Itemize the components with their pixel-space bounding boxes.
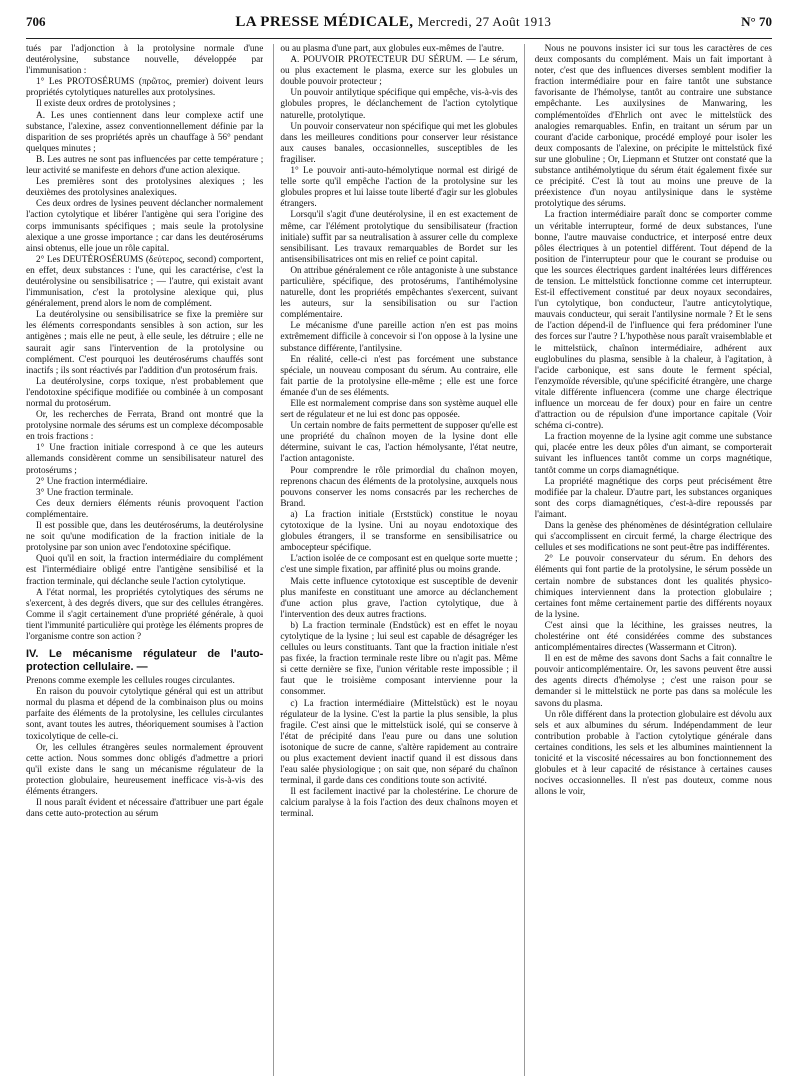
paragraph: C'est ainsi que la lécithine, les graisses neutres, la cholestérine ont été considérées comme des substances anticomplémentaires directes (Wassermann et Citron). <box>534 620 772 654</box>
page-header <box>26 14 772 39</box>
column-2 <box>273 44 524 1076</box>
paragraph: Prenons comme exemple les cellules rouges circulantes. <box>26 676 235 687</box>
paragraph: Il en est de même des savons dont Sachs a fait connaître le pouvoir anticomplémentaire. Or, les savons peuvent être aussi des agents directs d'hémolyse ; c'est une raison pour se demander si le mittelstück ne porte pas dans sa molécule les savons du plasma. <box>534 654 772 709</box>
paragraph: ou au plasma d'une part, aux globules eux-mêmes de l'autre. <box>280 44 504 54</box>
paragraph: On attribue généralement ce rôle antagoniste à une substance particulière, spécifique, des protosérums, l'antihémolysine naturelle, dont les propriétés empêchantes s'exercent, suivant les auteurs, sur la sensibilisation ou sur l'action complémentaire. <box>280 265 518 321</box>
paragraph: Or, les recherches de Ferrata, Brand ont montré que la protolysine normale des sérums est un complexe décomposable en trois fractions : <box>26 410 264 443</box>
paragraph: Quoi qu'il en soit, la fraction intermédiaire du complément est l'intermédiaire obligé entre l'antigène sensibilisé et la fraction terminale, qui déclanche seule l'action cytolytique. <box>26 554 264 587</box>
paragraph: Or, les cellules étrangères seules normalement éprouvent cette action. Nous sommes donc obligés d'admettre a priori qu'il existe dans le sang un mécanisme régulateur de la protection globulaire, heureusement inefficace vis-à-vis des éléments étrangers. <box>26 742 264 797</box>
columns <box>26 44 772 1076</box>
paragraph: Ces deux derniers éléments réunis provoquent l'action complémentaire. <box>26 498 264 520</box>
paragraph: Un rôle différent dans la protection globulaire est dévolu aux sels et aux albumines du sérum. Indépendamment de leur contribution probable à l'action cytolytique générale dans certaines conditions, les sels et les albumines maintiennent la tonicité et la viscosité nécessaires au bon fonctionnement des globules et à leur capacité de résistance à certaines causes nocives occasionnelles. Il n'est pas douteux, comme nous allons le voir, <box>534 709 772 798</box>
paragraph: En réalité, celle-ci n'est pas forcément une substance spéciale, un nouveau composant du sérum. Au contraire, elle fait partie de la protolysine elle-même ; elle est une force émanée d'un de ses éléments. <box>280 354 518 398</box>
journal-title <box>235 14 551 31</box>
paragraph: A l'état normal, les propriétés cytolytiques des sérums ne s'exercent, à des degrés divers, que sur des cellules étrangères. Comme il s'agit certainement d'une propriété générale, à quoi tient l'immunité particulière qui protège les éléments propres de l'organisme contre son action ? <box>26 587 264 642</box>
paragraph: Dans la genèse des phénomènes de désintégration cellulaire qui s'accomplissent en circuit fermé, la charge électrique des cellules et ses modifications ne sont peut-être pas indifférentes. <box>534 521 772 554</box>
paragraph: La propriété magnétique des corps peut précisément être modifiée par la chaleur. D'autre part, les substances organiques sont des corps diamagnétiques, c'est-à-dire repoussés par l'aimant. <box>534 476 772 520</box>
paragraph: Nous ne pouvons insister ici sur tous les caractères de ces deux composants du complément. Mais un fait important à noter, c'est que des influences diverses semblent modifier la fraction intermédiaire pour en faire tantôt une substance favorisante de l'hémolyse, tantôt au contraire une substance empêchante. Les auxilysines de Manwaring, les complémentoïdes d'Ehrlich ont avec le mittelstück des analogies remarquables. Enfin, en traitant un sérum par un courant d'acide carbonique, procédé employé pour isoler les deux composants de l'alexine, on précipite le mittelstück fixé sur une globuline ; Or, Liepmann et Stutzer ont constaté que la substance antihémolytique du sérum était également fixée sur ce précipité. C'est là tout au moins une preuve de la préexistence d'un noyau antilysinique dans le système protolytique des sérums. <box>534 44 772 210</box>
paragraph: La fraction moyenne de la lysine agit comme une substance qui, placée entre les deux pôles d'un aimant, se comporterait suivant les influences tantôt comme un corps magnétique, tantôt comme un corps diamagnétique. <box>534 432 772 476</box>
paragraph: 1° Le pouvoir anti-auto-hémolytique normal est dirigé de telle sorte qu'il empêche l'action de la protolysine sur les globules propres et lui laisse toute liberté d'agir sur les globules étrangers. <box>280 166 518 210</box>
page-number: 706 <box>26 14 46 29</box>
paragraph: Un pouvoir antilytique spécifique qui empêche, vis-à-vis des globules propres, le déclanchement de l'action cytolytique naturelle, protolytique. <box>280 88 518 121</box>
paragraph: Elle est normalement comprise dans son système auquel elle sert de régulateur et ne lui est donc pas opposée. <box>280 399 518 421</box>
paragraph: Pour comprendre le rôle primordial du chaînon moyen, reprenons chacun des éléments de la protolysine, auxquels nous pouvons conserver les noms consacrés par les recherches de Brand. <box>280 465 518 509</box>
paragraph: c) La fraction intermédiaire (Mittelstück) est le noyau régulateur de la lysine. C'est la partie la plus sensible, la plus fragile. C'est ainsi que le mittelstück isolé, qui se conserve à l'état de précipité dans l'eau pure ou dans une solution isotonique de sucre de canne, s'altère rapidement au contraire ou plus exactement devient inactif quand il est dissous dans l'eau salée physiologique ; on sait que, non séparé du chaînon terminal, il garde dans ces conditions toute son activité. <box>280 698 518 787</box>
paragraph: Il est possible que, dans les deutérosérums, la deutérolysine ne soit qu'une modification de la fraction initiale de la protolysine par son union avec l'endotoxine spécifique. <box>26 521 264 554</box>
paragraph: Ces deux ordres de lysines peuvent déclancher normalement l'action cytolytique et libérer l'antigène qui sera l'origine des corps immunisants spécifiques ; mais seule la protolysine alexique a une grosse importance ; car dans les deutérosérums ainsi obtenus, elle joue un rôle capital. <box>26 199 264 254</box>
paragraph: 2° Une fraction intermédiaire. <box>36 476 148 487</box>
paragraph: La deutérolysine ou sensibilisatrice se fixe la première sur les éléments correspondants sensibles à son action, sur les antigènes ; mais elle ne peut, à elle seule, les détruire ; elle ne saurait agir sans l'intervention de la protolysine ou complément. C'est pourquoi les deutérosérums chauffés sont inactifs ; ils sont réactivés par l'addition d'un protosérum frais. <box>26 310 264 376</box>
paragraph: Un pouvoir conservateur non spécifique qui met les globules dans les meilleures conditions pour conserver leur résistance aux causes banales, occasionnelles, susceptibles de les fragiliser. <box>280 121 518 165</box>
paragraph: Mais cette influence cytotoxique est susceptible de devenir plus manifeste en constituant une amorce au déclanchement d'une action plus grave, l'action cytolytique, due à l'intervention des deux autres fractions. <box>280 576 518 620</box>
paragraph: La fraction intermédiaire paraît donc se comporter comme un véritable interrupteur, formé de deux substances, l'une bonne, l'autre mauvaise conductrice, et interposé entre deux pôles électriques à un potentiel différent. Tout dépend de la position de l'interrupteur pour que le courant se produise ou que les sources électriques gardent inaltérées leurs différences de tension. Le mittelstück fonctionne comme cet interrupteur. Est-il effectivement constitué par deux noyaux secondaires, l'un cytolytique, bon conducteur, l'autre anticytolytique, mauvais conducteur, qui serait l'antilysine normale ? Et le sens de l'action dépend-il de l'influence qui fera prédominer l'une des forces sur l'autre ? L'hypothèse nous paraît vraisemblable et le mittelstück, chaînon intermédiaire, adhérent aux euglobulines du plasma, sensible à la chaleur, à l'agitation, à l'acide carbonique, est sans doute le ferment spécial, l'enzymoïde réversible, qu'une spécificité étrangère, une charge vitale différente influencera (comme une charge électrique influence un morceau de fer doux) pour en faire un centre d'attraction ou de répulsion d'une importance capitale (Voir schéma ci-contre). <box>534 210 772 432</box>
issue-date: Mercredi, 27 Août 1913 <box>417 14 552 29</box>
paragraph: 2° Le pouvoir conservateur du sérum. En dehors des éléments qui font partie de la protolysine, le sérum possède un certain nombre de substances dont les qualités physico-chimiques interviennent dans la protection globulaire ; certaines font même certainement partie des différents noyaux de la lysine. <box>534 554 772 620</box>
section-heading: IV. Le mécanisme régulateur de l'auto-protection cellulaire. — <box>26 648 264 673</box>
paragraph: b) La fraction terminale (Endstück) est en effet le noyau cytolytique de la lysine ; lui seul est capable de désagréger les cellules ou leurs constituants. Tant que la fraction initiale n'est pas fixée, la fraction terminale reste libre ou n'agit pas. Même si cette dernière se fixe, l'union véritable reste impossible ; il faut que le troisième composant intervienne pour la consommer. <box>280 620 518 698</box>
paragraph: 1° Les PROTOSÉRUMS (πρῶτος, premier) doivent leurs propriétés cytolytiques naturelles aux protolysines. <box>26 77 264 99</box>
paragraph: Le mécanisme d'une pareille action n'en est pas moins extrêmement difficile à concevoir si l'on oppose à la lysine une substance différente, l'antilysine. <box>280 321 518 354</box>
paragraph: Il est facilement inactivé par la cholestérine. Le chorure de calcium paralyse à la fois l'action des deux chaînons moyen et terminal. <box>280 787 518 820</box>
paragraph: En raison du pouvoir cytolytique général qui est un attribut normal du plasma et dépend de la combinaison plus ou moins parfaite des éléments de la protolysine, les cellules circulantes sont, avant toutes les autres, théoriquement soumises à l'action toxicolytique de celle-ci. <box>26 687 264 742</box>
paragraph: A. Les unes contiennent dans leur complexe actif une substance, l'alexine, assez conventionnellement définie par la disparition de ses propriétés après un chauffage à 56° pendant quelques minutes ; <box>26 110 264 154</box>
paragraph: Il nous paraît évident et nécessaire d'attribuer une part égale dans cette auto-protection au sérum <box>26 798 264 820</box>
paragraph: L'action isolée de ce composant est en quelque sorte muette ; c'est une simple fixation, par affinité plus ou moins grande. <box>280 554 518 576</box>
paragraph: La deutérolysine, corps toxique, n'est probablement que l'endotoxine spécifique modifiée ou combinée à un composant normal du protosérum. <box>26 376 264 409</box>
paragraph: Il existe deux ordres de protolysines ; <box>36 99 176 110</box>
paragraph: 2° Les DEUTÉROSÉRUMS (δεύτερος, second) comportent, en effet, deux substances : l'une, qui les caractérise, c'est la deutérolysine ou sensibilisatrice ; — l'autre, qui existait avant l'immunisation, c'est la protolysine alexique qui, plus généralement, prend alors le nom de complément. <box>26 254 264 310</box>
issue-number: N° 70 <box>741 14 772 29</box>
column-3 <box>535 44 772 1076</box>
paragraph: 3° Une fraction terminale. <box>36 487 134 498</box>
paragraph: 1° Une fraction initiale correspond à ce que les auteurs allemands considèrent comme un sensibilisateur naturel des protosérums ; <box>26 443 264 476</box>
paragraph: a) La fraction initiale (Erststück) constitue le noyau cytotoxique de la lysine. Uni au noyau endotoxique des globules étrangers, il se transforme en sensibilisatrice ou ambocepteur spécifique. <box>280 509 518 554</box>
paragraph: A. POUVOIR PROTECTEUR DU SÉRUM. — Le sérum, ou plus exactement le plasma, exerce sur les globules un double pouvoir protecteur ; <box>280 55 518 88</box>
column-1 <box>26 44 263 1076</box>
paragraph: Un certain nombre de faits permettent de supposer qu'elle est une propriété du chaînon moyen de la lysine dont elle détermine, suivant le cas, l'action hémolysante, l'état neutre, l'action antagoniste. <box>280 421 518 465</box>
paragraph: tués par l'adjonction à la protolysine normale d'une deutérolysine, substance nouvelle, développée par l'immunisation : <box>26 44 264 77</box>
journal-name: LA PRESSE MÉDICALE, <box>235 14 414 30</box>
paragraph: Lorsqu'il s'agit d'une deutérolysine, il en est exactement de même, car l'élément protolytique du sensibilisateur (fraction initiale) suffit par sa neutralisation à assurer celle du complexe sensibilisant. Les travaux remarquables de Bordet sur les antisensibilisatrices ont mis en relief ce point capital. <box>280 210 518 265</box>
paragraph: Les premières sont des protolysines alexiques ; les deuxièmes des protolysines analexiques. <box>26 177 264 199</box>
paragraph: B. Les autres ne sont pas influencées par cette température ; leur activité se manifeste en dehors d'une action alexique. <box>26 154 264 177</box>
